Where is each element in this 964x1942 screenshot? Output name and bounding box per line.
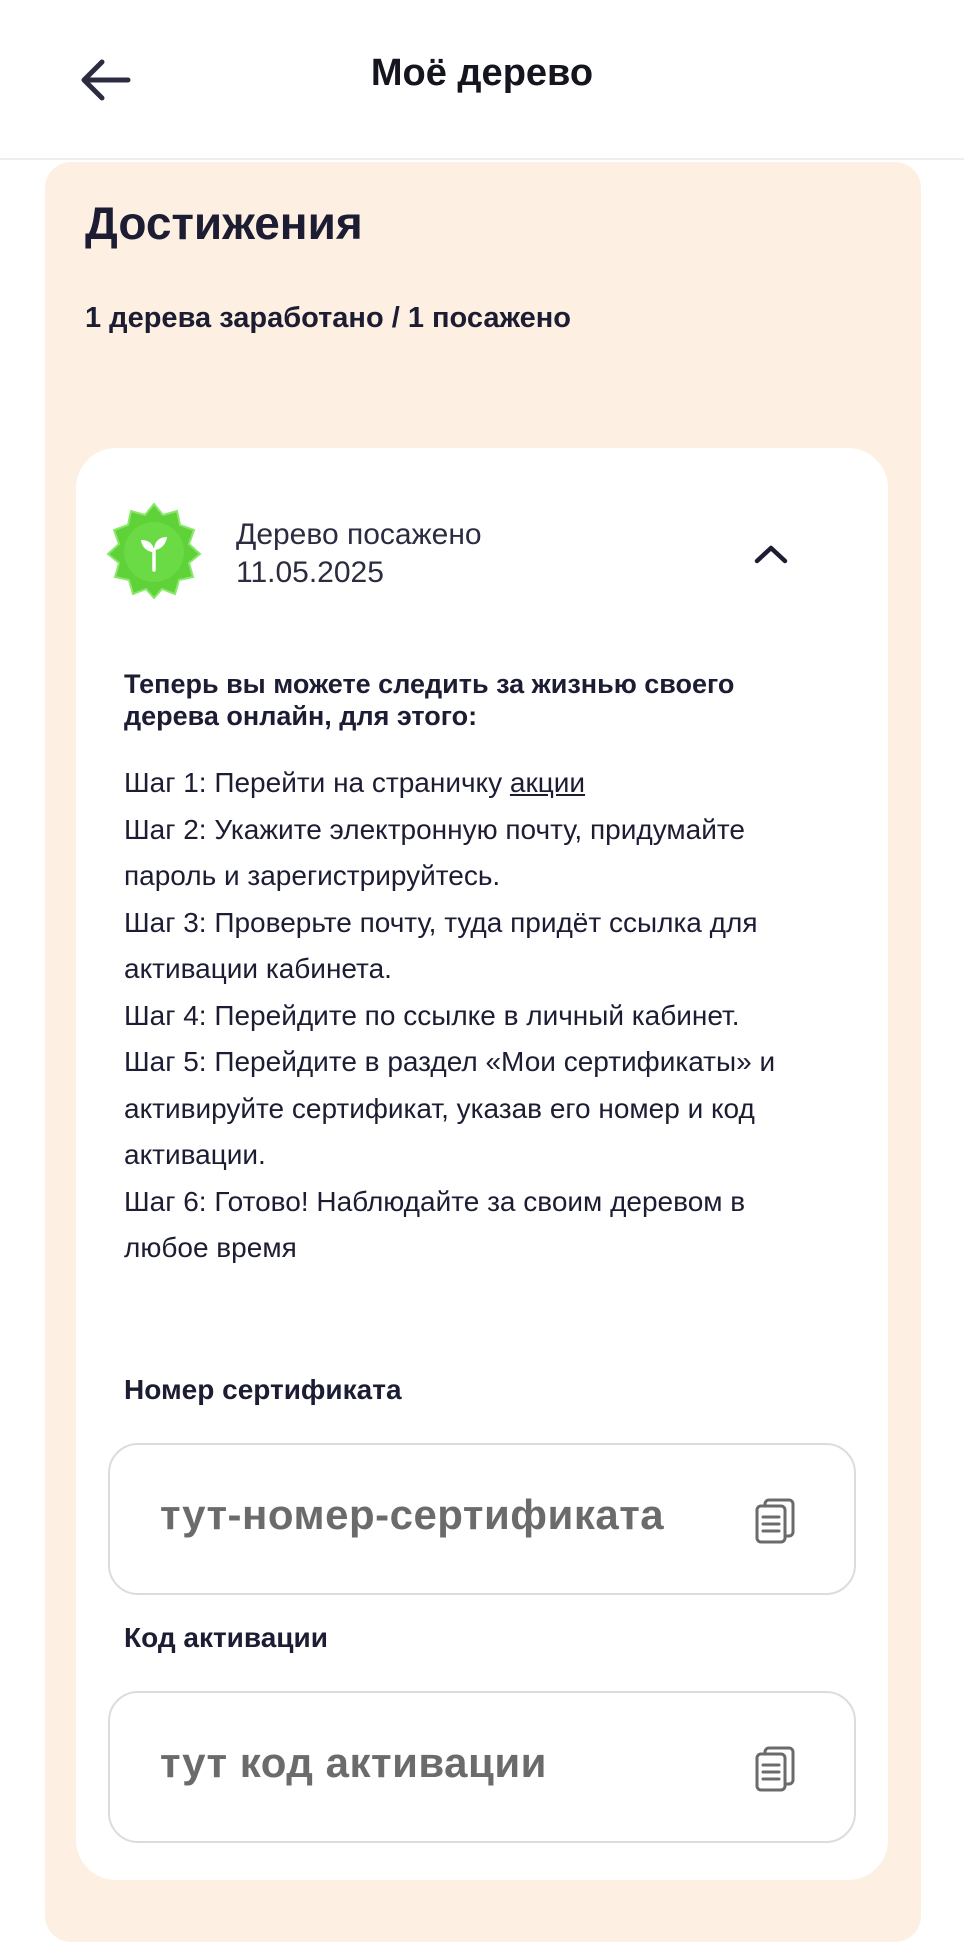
certificate-label: Номер сертификата bbox=[124, 1374, 402, 1405]
instructions-intro: Теперь вы можете следить за жизнью своего дерева онлайн, для этого: bbox=[124, 669, 735, 731]
certificate-field[interactable] bbox=[108, 1443, 856, 1595]
step-1: Шаг 1: Перейти на страничку акции bbox=[124, 767, 586, 798]
achievements-summary: 1 дерева заработано / 1 посажено bbox=[85, 302, 572, 334]
step-5: Шаг 5: Перейдите в раздел «Мои сертификаты» и активируйте сертификат, указав его номер и код активации. bbox=[124, 1046, 776, 1170]
copy-icon[interactable] bbox=[754, 1497, 796, 1545]
activation-field[interactable] bbox=[108, 1691, 856, 1843]
promo-link[interactable]: акции bbox=[509, 767, 586, 798]
chevron-up-icon bbox=[753, 543, 789, 565]
activation-value: тут код активации bbox=[160, 1739, 547, 1786]
collapse-button[interactable] bbox=[746, 534, 796, 574]
step-2: Шаг 2: Укажите электронную почту, придумайте пароль и зарегистрируйтесь. bbox=[124, 813, 745, 891]
page-title: Моё дерево bbox=[370, 52, 594, 94]
activation-label: Код активации bbox=[124, 1622, 328, 1653]
planted-date: 11.05.2025 bbox=[236, 556, 384, 589]
achievements-title: Достижения bbox=[85, 197, 363, 249]
step-6: Шаг 6: Готово! Наблюдайте за своим деревом в любое время bbox=[124, 1185, 746, 1263]
copy-icon[interactable] bbox=[754, 1745, 796, 1793]
instructions-steps bbox=[124, 760, 824, 1272]
tree-status: Дерево посажено bbox=[236, 518, 482, 551]
step-4: Шаг 4: Перейдите по ссылке в личный кабинет. bbox=[124, 999, 740, 1031]
sprout-badge-icon bbox=[104, 500, 204, 600]
step-3: Шаг 3: Проверьте почту, туда придёт ссылка для активации кабинета. bbox=[124, 906, 758, 984]
header bbox=[0, 0, 964, 160]
certificate-value: тут-номер-сертификата bbox=[160, 1491, 665, 1538]
